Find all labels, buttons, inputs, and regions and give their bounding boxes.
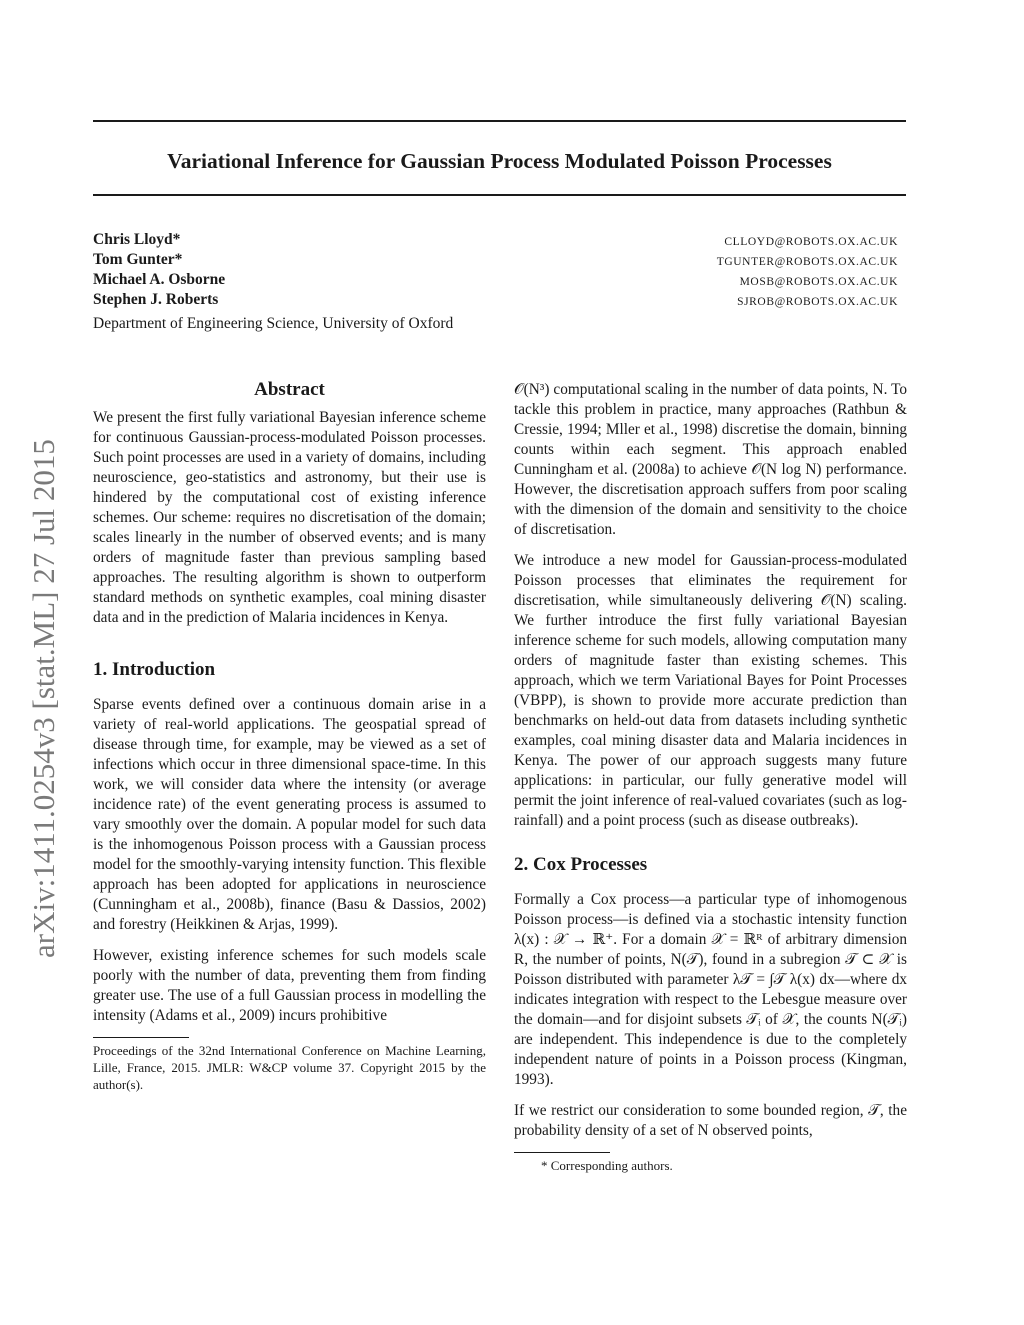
abstract-heading: Abstract	[254, 379, 325, 400]
author-email: SJROB@ROBOTS.OX.AC.UK	[737, 296, 898, 308]
author-name: Tom Gunter*	[93, 251, 183, 268]
intro-paragraph: However, existing inference schemes for such models scale poorly with the number of data, preventing them from finding greater use. The use of a full Gaussian process in modelling the intensity (Adams et al., 2009) incurs prohibitive	[93, 947, 486, 1024]
intro-paragraph: 𝒪(N³) computational scaling in the number of data points, N. To tackle this problem in practice, many approaches (Rathbun & Cressie, 1994; Mller et al., 1998) discretise the domain, binning counts within each segment. This approach enabled Cunningham et al. (2008a) to achieve 𝒪(N log N) performance. However, the discretisation approach suffers from poor scaling with the dimension of the domain and sensitivity to the choice of discretisation.	[514, 381, 907, 538]
author-name: Stephen J. Roberts	[93, 291, 219, 308]
cox-paragraph: If we restrict our consideration to some bounded region, 𝒯, the probability density of a set of N observed points,	[514, 1102, 907, 1139]
section-heading-introduction: 1. Introduction	[93, 659, 216, 680]
right-column	[514, 380, 907, 1174]
intro-paragraph: Sparse events defined over a continuous domain arise in a variety of real-world applications. The geospatial spread of disease through time, for example, may be viewed as a set of infections which occur in three dimensional space-time. In this work, we will consider data where the intensity (or average incidence rate) of the event generating process is assumed to vary smoothly over the domain. A popular model for such data is the inhomogenous Poisson process with a Gaussian process model for the smoothly-varying intensity function. This flexible approach has been adopted for applications in neuroscience (Cunningham et al., 2008b), finance (Basu & Dassios, 2002) and forestry (Heikkinen & Arjas, 1999).	[93, 696, 486, 933]
intro-paragraph: We introduce a new model for Gaussian-process-modulated Poisson processes that eliminates the requirement for discretisation, while simultaneously delivering 𝒪(N) scaling. We further introduce the first fully variational Bayesian inference scheme for such models, allowing computation many orders of magnitude faster than existing schemes. This approach, which we term Variational Bayes for Point Processes (VBPP), is shown to provide more accurate prediction than benchmarks on held-out data from datasets including synthetic examples, coal mining disaster data and Malaria incidences in Kenya. The power of our approach suggests many future applications: in particular, our fully generative model will permit the joint inference of real-valued covariates (such as log-rainfall) and a point process (such as disease outbreaks).	[514, 552, 907, 829]
author-emails	[717, 232, 898, 312]
author-email: TGUNTER@ROBOTS.OX.AC.UK	[716, 256, 898, 268]
paper-title: Variational Inference for Gaussian Process Modulated Poisson Processes	[167, 149, 832, 173]
abstract-text: We present the first fully variational Bayesian inference scheme for continuous Gaussian-process-modulated Poisson processes. Such point processes are used in a variety of domains, including neuroscience, geo-statistics and astronomy, but their use is hindered by the computational cost of existing inference schemes. Our scheme: requires no discretisation of the domain; scales linearly in the number of observed events; and is many orders of magnitude faster than previous sampling based approaches. The resulting algorithm is shown to outperform standard methods on synthetic examples, coal mining disaster data and in the prediction of Malaria incidences in Kenya.	[93, 409, 486, 626]
title-bottom-rule	[93, 194, 906, 196]
affiliation: Department of Engineering Science, University of Oxford	[93, 315, 454, 332]
proceedings-footnote: Proceedings of the 32nd International Conference on Machine Learning, Lille, France, 2015. JMLR: W&CP volume 37. Copyright 2015 by the author(s).	[93, 1043, 486, 1092]
section-heading-cox-processes: 2. Cox Processes	[514, 854, 648, 875]
footnote-rule	[514, 1152, 610, 1153]
author-email: CLLOYD@ROBOTS.OX.AC.UK	[724, 236, 898, 248]
author-name: Michael A. Osborne	[93, 271, 226, 288]
corresponding-footnote: * Corresponding authors.	[541, 1158, 673, 1173]
title-top-rule	[93, 120, 906, 122]
cox-paragraph: Formally a Cox process—a particular type of inhomogenous Poisson process—is defined via a stochastic intensity function λ(x) : 𝒳 → ℝ⁺. For a domain 𝒳 = ℝᴿ of arbitrary dimension R, the number of points, N(𝒯), found in a subregion 𝒯 ⊂ 𝒳 is Poisson distributed with parameter λ𝒯 = ∫𝒯 λ(x) dx—where dx indicates integration with respect to the Lebesgue measure over the domain—and for disjoint subsets 𝒯ᵢ of 𝒳, the counts N(𝒯ᵢ) are independent. This independence is due to the completely independent nature of points in a Poisson process (Kingman, 1993).	[514, 891, 907, 1088]
author-list	[93, 230, 225, 310]
left-column	[93, 378, 486, 1093]
author-name: Chris Lloyd*	[93, 231, 181, 248]
footnote-rule	[93, 1037, 189, 1038]
author-email: MOSB@ROBOTS.OX.AC.UK	[739, 276, 898, 288]
arxiv-stamp: arXiv:1411.0254v3 [stat.ML] 27 Jul 2015	[26, 439, 61, 958]
